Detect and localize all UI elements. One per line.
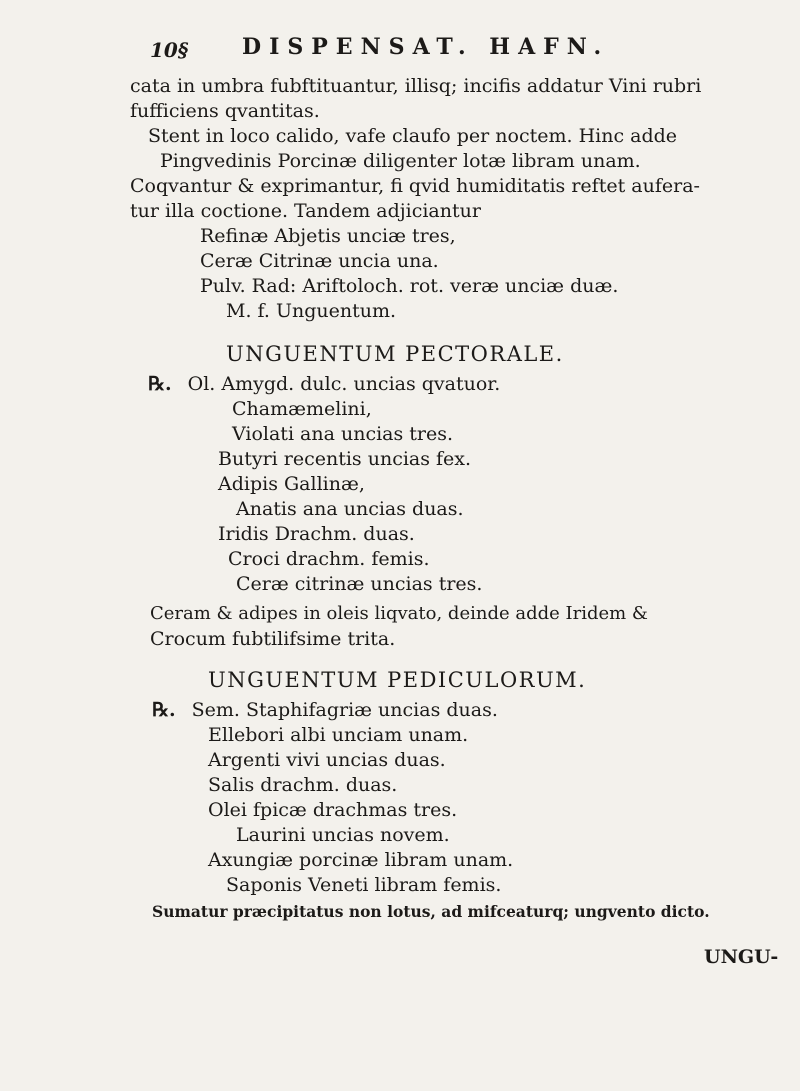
ingredient: Laurini uncias novem. [236, 824, 450, 846]
page-number: 10§ [150, 38, 189, 62]
ingredient: Chamæmelini, [232, 398, 372, 420]
closing-line: Ceram & adipes in oleis liqvato, deinde adde Iridem & [150, 603, 648, 624]
intro-line: Ceræ Citrinæ uncia una. [200, 250, 439, 272]
catchword: UNGU- [704, 946, 779, 968]
page-header [0, 30, 800, 60]
intro-line: cata in umbra fubftituantur, illisq; incifis addatur Vini rubri [130, 75, 702, 97]
section-title: UNGUENTUM PEDICULORUM. [208, 668, 587, 692]
ingredient: Saponis Veneti libram femis. [226, 874, 502, 896]
ingredient: Adipis Gallinæ, [218, 473, 365, 495]
ingredient: Ol. Amygd. dulc. uncias qvatuor. [187, 373, 501, 395]
intro-line: Stent in loco calido, vafe claufo per noctem. Hinc adde [148, 125, 678, 147]
closing-line: Crocum fubtilifsime trita. [150, 628, 396, 650]
ingredient: Ellebori albi unciam unam. [208, 724, 469, 746]
intro-line: Coqvantur & exprimantur, fi qvid humiditatis reftet aufera- [130, 175, 700, 197]
ingredient: Iridis Drachm. duas. [218, 523, 415, 545]
ingredient: Argenti vivi uncias duas. [208, 749, 446, 771]
ingredient: Butyri recentis uncias fex. [218, 448, 472, 470]
section-title: UNGUENTUM PECTORALE. [226, 342, 564, 366]
intro-line: Pulv. Rad: Ariftoloch. rot. veræ unciæ duæ. [200, 275, 619, 297]
closing-line: Sumatur præcipitatus non lotus, ad mifceaturq; ungvento dicto. [152, 902, 710, 921]
ingredient: Ceræ citrinæ uncias tres. [236, 573, 483, 595]
intro-line: M. f. Unguentum. [226, 300, 397, 322]
intro-line: fufficiens qvantitas. [130, 100, 320, 122]
intro-line: Refinæ Abjetis unciæ tres, [200, 225, 456, 247]
recipe-mark: ℞. [148, 373, 172, 395]
ingredient: Olei fpicæ drachmas tres. [208, 799, 458, 821]
recipe-line [148, 372, 500, 396]
ingredient: Sem. Staphifagriæ uncias duas. [191, 699, 498, 721]
ingredient: Salis drachm. duas. [208, 774, 398, 796]
ingredient: Violati ana uncias tres. [232, 423, 454, 445]
running-head: DISPENSAT. HAFN. [242, 34, 610, 60]
intro-line: Pingvedinis Porcinæ diligenter lotæ libram unam. [160, 150, 641, 172]
recipe-mark: ℞. [152, 699, 176, 721]
ingredient: Croci drachm. femis. [228, 548, 430, 570]
intro-line: tur illa coctione. Tandem adjiciantur [130, 200, 481, 222]
recipe-line [152, 698, 498, 722]
ingredient: Anatis ana uncias duas. [236, 498, 464, 520]
ingredient: Axungiæ porcinæ libram unam. [208, 849, 514, 871]
